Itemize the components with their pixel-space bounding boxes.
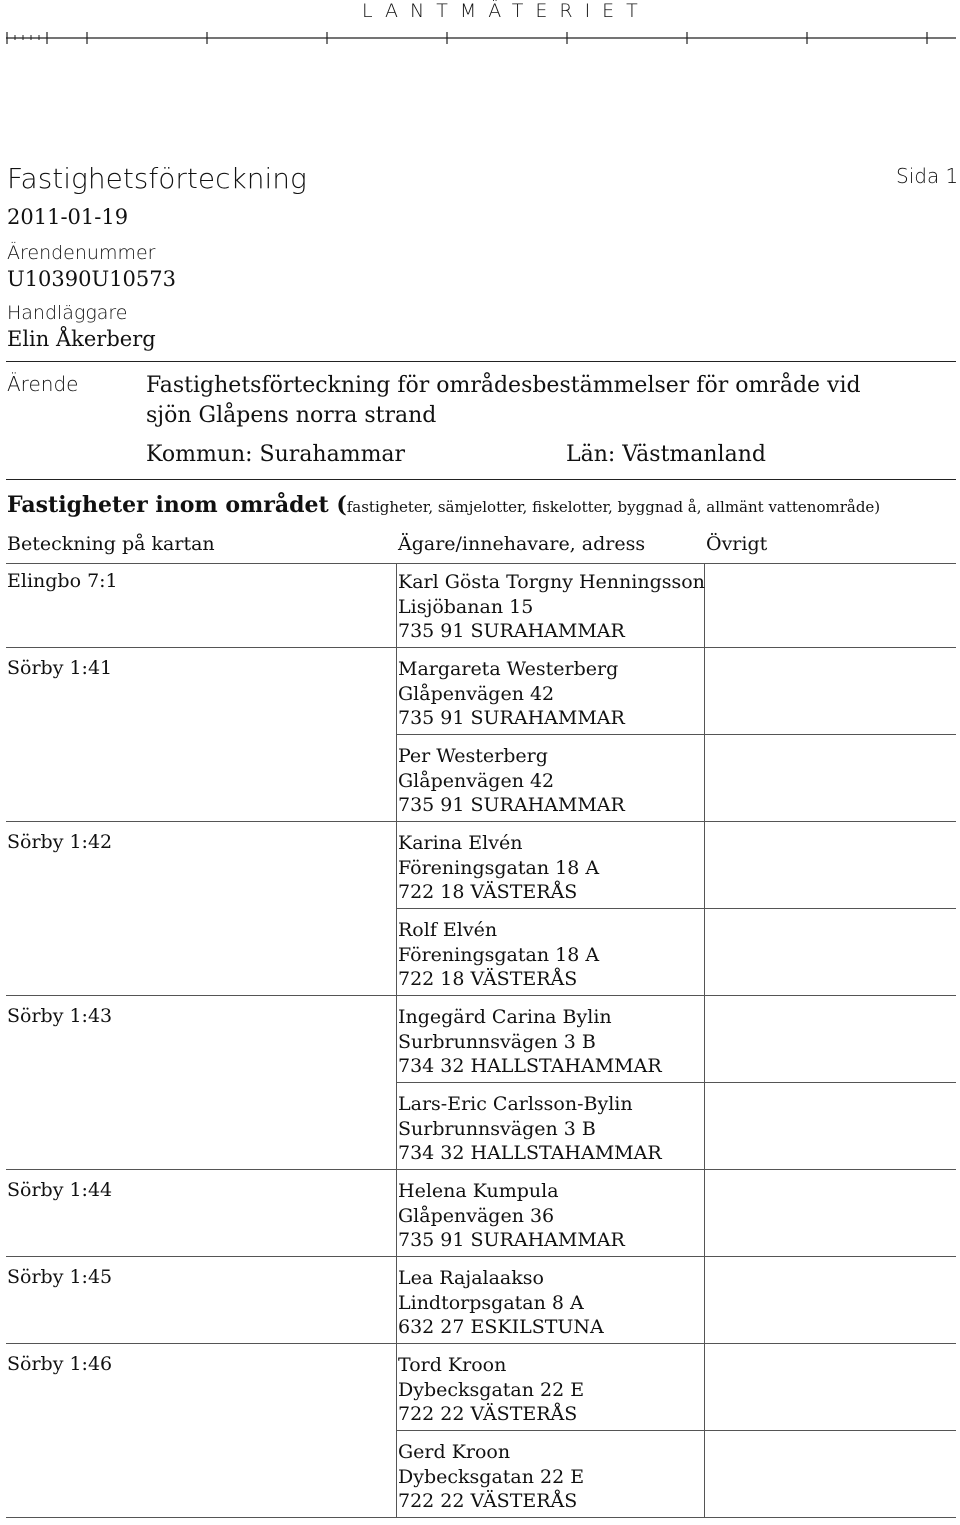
column-header-agare: Ägare/innehavare, adress bbox=[398, 533, 646, 555]
owner-city: 722 22 VÄSTERÅS bbox=[398, 1490, 578, 1512]
owner-street: Glåpenvägen 42 bbox=[398, 769, 555, 792]
owner-cell bbox=[398, 831, 599, 905]
lan-field: Län: Västmanland bbox=[566, 442, 766, 467]
owner-city: 722 18 VÄSTERÅS bbox=[398, 968, 578, 990]
owner-name: Lea Rajalaakso bbox=[398, 1267, 544, 1289]
owner-cell bbox=[398, 1092, 662, 1166]
owner-cell bbox=[398, 1005, 662, 1079]
kommun-field: Kommun: Surahammar bbox=[146, 442, 406, 467]
table-row-line bbox=[396, 908, 956, 909]
owner-cell bbox=[398, 1266, 604, 1340]
table-row-line bbox=[6, 821, 956, 822]
table-row-line bbox=[6, 1169, 956, 1170]
handlaggare-label: Handläggare bbox=[7, 302, 128, 324]
owner-name: Lars-Eric Carlsson-Bylin bbox=[398, 1093, 633, 1115]
handlaggare-value: Elin Åkerberg bbox=[7, 327, 156, 351]
owner-name: Karina Elvén bbox=[398, 832, 523, 854]
section-title bbox=[7, 492, 880, 518]
arende-label: Ärende bbox=[7, 372, 79, 396]
section-title-subtitle: fastigheter, sämjelotter, fiskelotter, byggnad å, allmänt vattenområde) bbox=[346, 498, 881, 516]
beteckning-cell: Sörby 1:41 bbox=[7, 657, 113, 679]
beteckning-cell: Sörby 1:46 bbox=[7, 1353, 113, 1375]
logo-ruler-graphic bbox=[6, 32, 956, 44]
owner-street: Glåpenvägen 42 bbox=[398, 682, 555, 705]
owner-name: Rolf Elvén bbox=[398, 919, 498, 941]
owner-street: Surbrunnsvägen 3 B bbox=[398, 1030, 596, 1053]
beteckning-cell: Sörby 1:43 bbox=[7, 1005, 113, 1027]
document-title: Fastighetsförteckning bbox=[7, 162, 307, 195]
owner-name: Margareta Westerberg bbox=[398, 658, 619, 680]
table-row-line bbox=[6, 1517, 956, 1518]
lantmateriet-logo: LANTMÄTERIET bbox=[362, 0, 650, 22]
owner-cell bbox=[398, 657, 625, 731]
owner-name: Ingegärd Carina Bylin bbox=[398, 1006, 612, 1028]
table-header-line bbox=[6, 563, 956, 564]
document-date: 2011-01-19 bbox=[7, 205, 129, 229]
owner-street: Dybecksgatan 22 E bbox=[398, 1378, 585, 1401]
column-divider bbox=[396, 563, 397, 1517]
owner-city: 735 91 SURAHAMMAR bbox=[398, 620, 625, 642]
beteckning-cell: Sörby 1:45 bbox=[7, 1266, 113, 1288]
owner-city: 632 27 ESKILSTUNA bbox=[398, 1316, 604, 1338]
owner-street: Föreningsgatan 18 A bbox=[398, 856, 600, 879]
owner-street: Glåpenvägen 36 bbox=[398, 1204, 555, 1227]
column-header-beteckning: Beteckning på kartan bbox=[7, 533, 215, 555]
owner-street: Dybecksgatan 22 E bbox=[398, 1465, 585, 1488]
owner-name: Gerd Kroon bbox=[398, 1441, 511, 1463]
owner-city: 734 32 HALLSTAHAMMAR bbox=[398, 1055, 662, 1077]
beteckning-cell: Sörby 1:44 bbox=[7, 1179, 113, 1201]
owner-cell bbox=[398, 1179, 625, 1253]
owner-city: 735 91 SURAHAMMAR bbox=[398, 1229, 625, 1251]
owner-name: Per Westerberg bbox=[398, 745, 548, 767]
table-row-line bbox=[6, 647, 956, 648]
table-row-line bbox=[396, 734, 956, 735]
owner-city: 722 22 VÄSTERÅS bbox=[398, 1403, 578, 1425]
section-title-main: Fastigheter inom området ( bbox=[7, 492, 347, 518]
owner-cell bbox=[398, 744, 625, 818]
owner-cell bbox=[398, 1353, 584, 1427]
owner-city: 735 91 SURAHAMMAR bbox=[398, 794, 625, 816]
owner-street: Surbrunnsvägen 3 B bbox=[398, 1117, 596, 1140]
table-row-line bbox=[6, 1343, 956, 1344]
owner-cell bbox=[398, 1440, 584, 1514]
arendenummer-value: U10390U10573 bbox=[7, 267, 177, 291]
owner-street: Lindtorpsgatan 8 A bbox=[398, 1291, 584, 1314]
beteckning-cell: Sörby 1:42 bbox=[7, 831, 113, 853]
table-row-line bbox=[396, 1430, 956, 1431]
owner-city: 735 91 SURAHAMMAR bbox=[398, 707, 625, 729]
owner-city: 734 32 HALLSTAHAMMAR bbox=[398, 1142, 662, 1164]
owner-name: Karl Gösta Torgny Henningsson bbox=[398, 571, 705, 593]
owner-name: Helena Kumpula bbox=[398, 1180, 559, 1202]
column-header-ovrigt: Övrigt bbox=[706, 533, 768, 555]
owner-city: 722 18 VÄSTERÅS bbox=[398, 881, 578, 903]
table-row-line bbox=[396, 1082, 956, 1083]
arendenummer-label: Ärendenummer bbox=[7, 242, 156, 264]
owner-street: Lisjöbanan 15 bbox=[398, 595, 534, 618]
table-row-line bbox=[6, 995, 956, 996]
owner-cell bbox=[398, 918, 599, 992]
page-number: Sida 1 bbox=[896, 164, 959, 188]
arende-description: Fastighetsförteckning för områdesbestämmelser för område vid sjön Glåpens norra strand bbox=[146, 373, 861, 428]
column-divider bbox=[704, 563, 705, 1517]
divider bbox=[6, 479, 956, 480]
owner-cell bbox=[398, 570, 705, 644]
beteckning-cell: Elingbo 7:1 bbox=[7, 570, 118, 592]
divider bbox=[6, 361, 956, 362]
table-row-line bbox=[6, 1256, 956, 1257]
owner-street: Föreningsgatan 18 A bbox=[398, 943, 600, 966]
owner-name: Tord Kroon bbox=[398, 1354, 507, 1376]
